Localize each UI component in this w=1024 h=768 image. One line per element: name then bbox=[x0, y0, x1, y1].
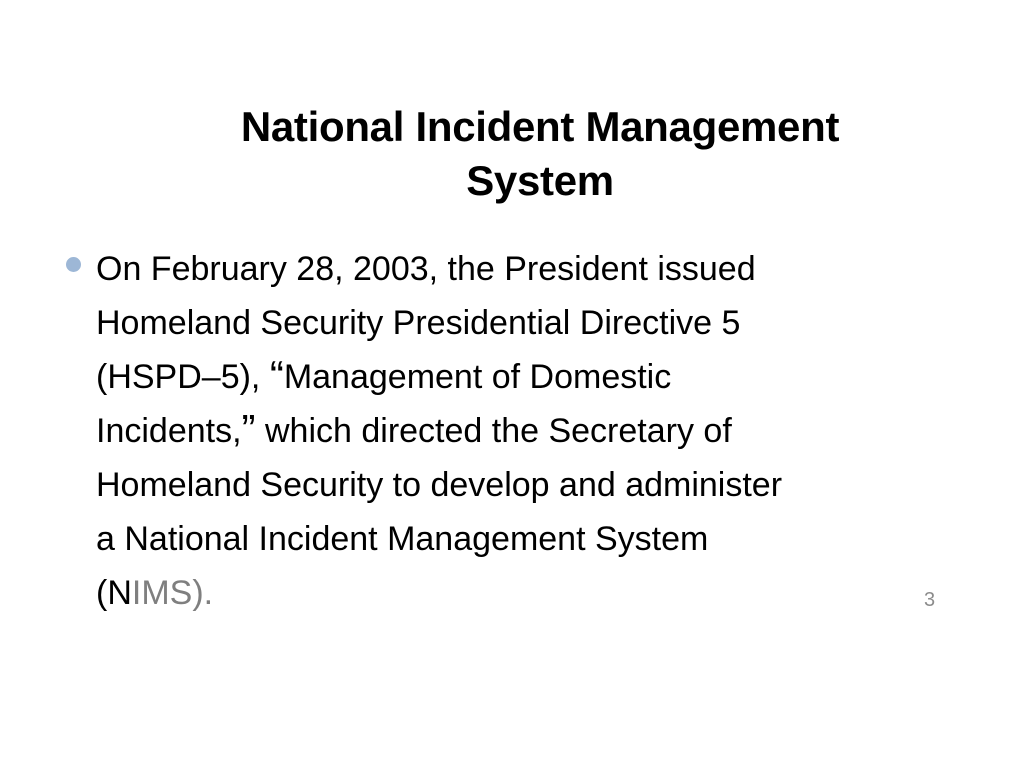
line-3-end: Management of Domestic bbox=[283, 358, 672, 396]
bullet-paragraph bbox=[96, 242, 976, 620]
slide-title bbox=[140, 100, 940, 208]
paragraph-line-7 bbox=[96, 566, 976, 620]
line-4-start: Incidents, bbox=[96, 412, 242, 450]
bullet-dot-icon bbox=[66, 257, 81, 272]
paragraph-line-6: a National Incident Management System bbox=[96, 520, 709, 558]
slide-title-line-2: System bbox=[466, 157, 614, 204]
line-3-start: (HSPD–5), bbox=[96, 358, 270, 396]
opening-quote-mark: “ bbox=[269, 352, 284, 399]
paragraph-line-1: On February 28, 2003, the President issued bbox=[96, 250, 756, 288]
slide-title-line-1: National Incident Management bbox=[240, 103, 840, 150]
line-4-end: which directed the Secretary of bbox=[255, 412, 732, 450]
closing-quote-mark: ” bbox=[241, 406, 256, 453]
paragraph-line-4 bbox=[96, 404, 976, 458]
line-7-start: (N bbox=[96, 574, 132, 612]
paragraph-line-2: Homeland Security Presidential Directive 5 bbox=[96, 304, 741, 342]
line-7-muted: IMS). bbox=[131, 574, 214, 612]
page-number: 3 bbox=[924, 589, 936, 611]
paragraph-line-3 bbox=[96, 350, 976, 404]
paragraph-line-5: Homeland Security to develop and administer bbox=[96, 466, 783, 504]
